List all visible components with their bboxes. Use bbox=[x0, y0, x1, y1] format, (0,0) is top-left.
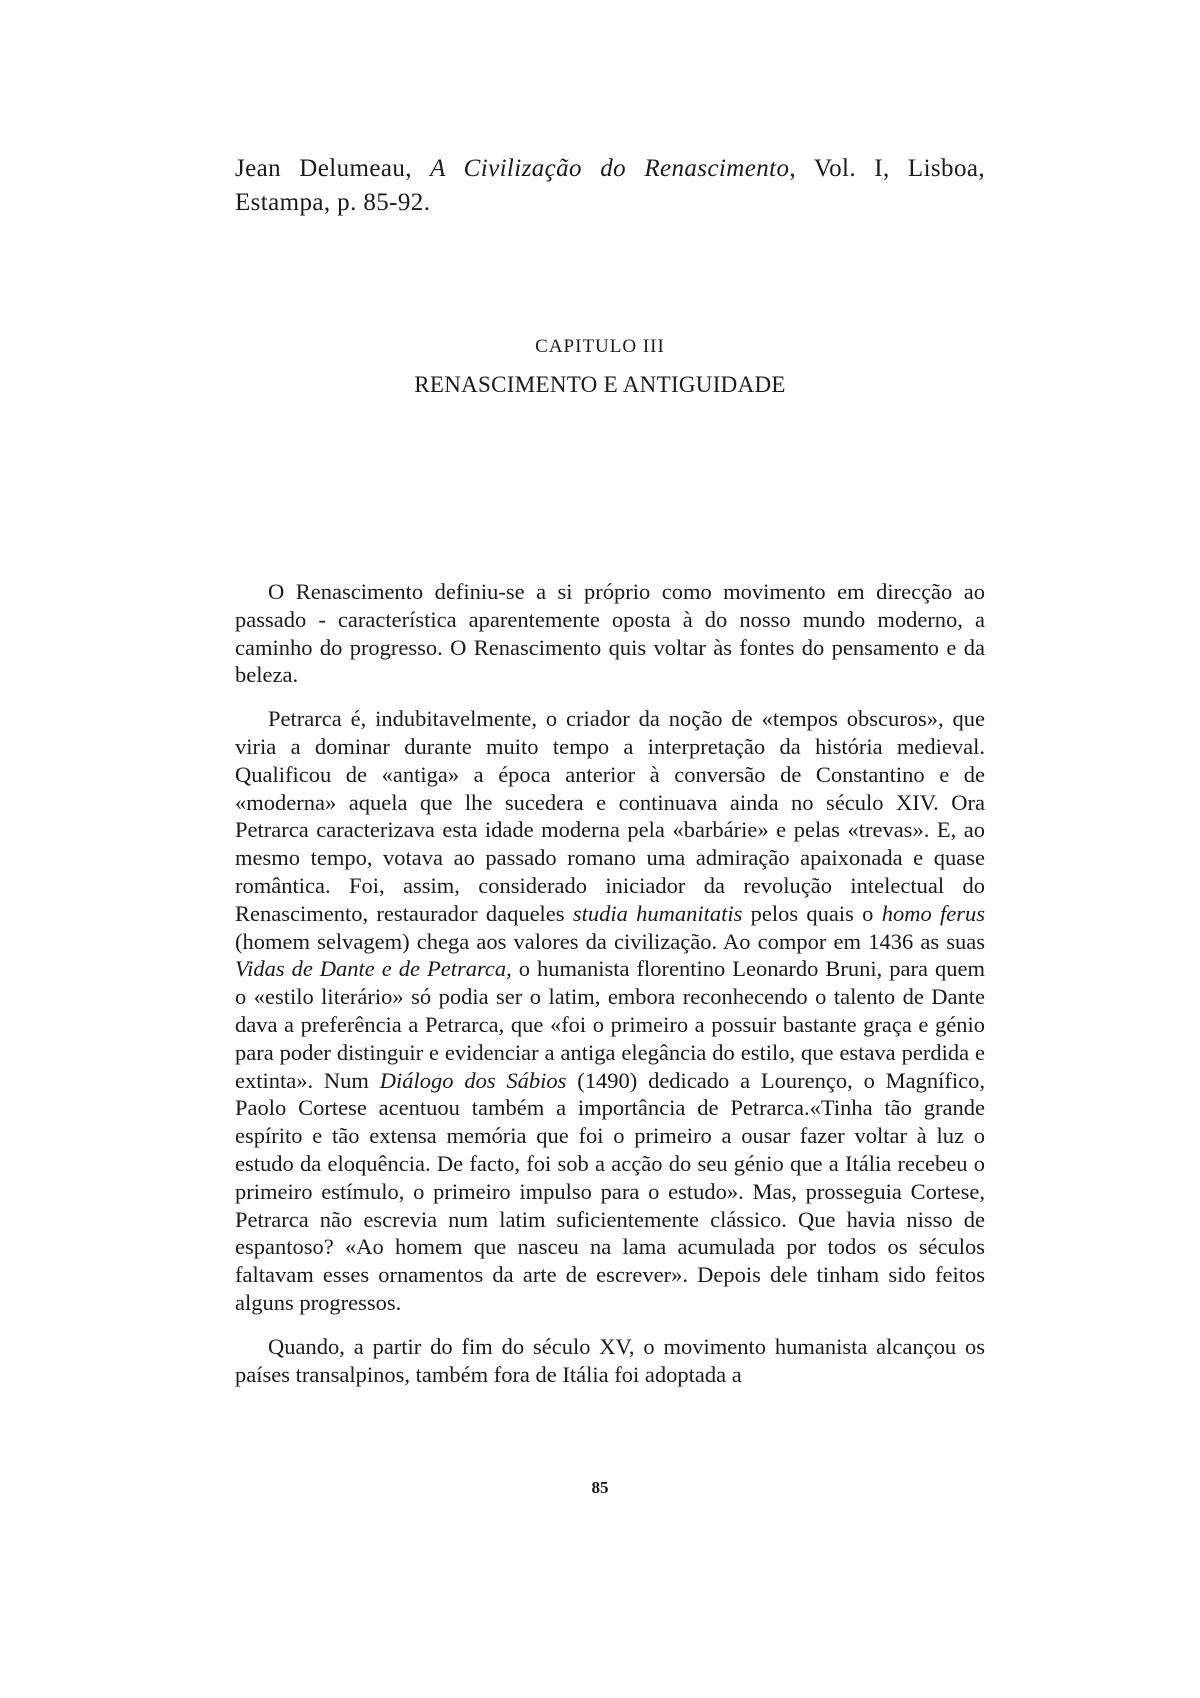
body-text bbox=[235, 578, 985, 1404]
paragraph-1: O Renascimento definiu-se a si próprio como movimento em direcção ao passado - característica aparentemente oposta à do nosso mundo moderno, a caminho do progresso. O Renascimento quis voltar às fontes do pensamento e da beleza. bbox=[235, 579, 985, 688]
bibliographic-citation bbox=[235, 152, 985, 220]
citation-details: , Vol. I, Lisboa, Estampa, p. 85-92. bbox=[235, 155, 985, 216]
paragraph-2-text-c: pelos quais o bbox=[742, 900, 882, 926]
citation-author: Jean Delumeau, bbox=[235, 155, 431, 182]
paragraph-2-text-e: (homem selvagem) chega aos valores da civilização. Ao compor em 1436 as suas bbox=[235, 928, 985, 954]
page-number: 85 bbox=[591, 1478, 609, 1497]
citation-book-title: A Civilização do Renascimento bbox=[430, 155, 790, 182]
paragraph-2-text-g: o humanista florentino Leonardo Bruni, para quem o «estilo literário» só podia ser o latim, embora reconhecendo o talento de Dante dava a preferência a Petrarca, que «foi o primeiro a possuir bastante graça e génio para poder distinguir e evidenciar a antiga elegância do estilo, que estava perdida e extinta». Num bbox=[235, 956, 985, 1093]
chapter-title: RENASCIMENTO E ANTIGUIDADE bbox=[414, 372, 786, 397]
chapter-label: CAPITULO III bbox=[535, 336, 665, 357]
paragraph-2-italic-homo-ferus: homo ferus bbox=[881, 900, 985, 926]
paragraph-2-text-a: Petrarca é, indubitavelmente, o criador da noção de «tempos obscuros», que viria a dominar durante muito tempo a interpretação da história medieval. Qualificou de «antiga» a época anterior à conversão de Constantino e de «moderna» aquela que lhe sucedera e continuava ainda no século XIV. Ora Petrarca caracterizava esta idade moderna pela «barbárie» e pelas «trevas». E, ao mesmo tempo, votava ao passado romano uma admiração apaixonada e quase romântica. Foi, assim, considerado iniciador da revolução intelectual do Renascimento, restaurador daqueles bbox=[235, 706, 985, 926]
paragraph-2-italic-vidas: Vidas de Dante e de Petrarca, bbox=[235, 956, 512, 982]
paragraph-2 bbox=[235, 705, 985, 1317]
paragraph-2-text-i: (1490) dedicado a Lourenço, o Magnífico, Paolo Cortese acentuou também a importância de Petrarca.«Tinha tão grande espírito e tão extensa memória que foi o primeiro a ousar fazer voltar à luz o estudo da eloquência. De facto, foi sob a acção do seu génio que a Itália recebeu o primeiro estímulo, o primeiro impulso para o estudo». Mas, prosseguia Cortese, Petrarca não escrevia num latim suficientemente clássico. Que havia nisso de espantoso? «Ao homem que nasceu na lama acumulada por todos os séculos faltavam esses ornamentos da arte de escrever». Depois dele tinham sido feitos alguns progressos. bbox=[235, 1067, 986, 1315]
paragraph-2-italic-dialogo: Diálogo dos Sábios bbox=[379, 1067, 567, 1093]
paragraph-2-italic-studia: studia humanitatis bbox=[572, 900, 743, 926]
paragraph-3: Quando, a partir do fim do século XV, o movimento humanista alcançou os países transalpinos, também fora de Itália foi adoptada a bbox=[235, 1333, 985, 1387]
